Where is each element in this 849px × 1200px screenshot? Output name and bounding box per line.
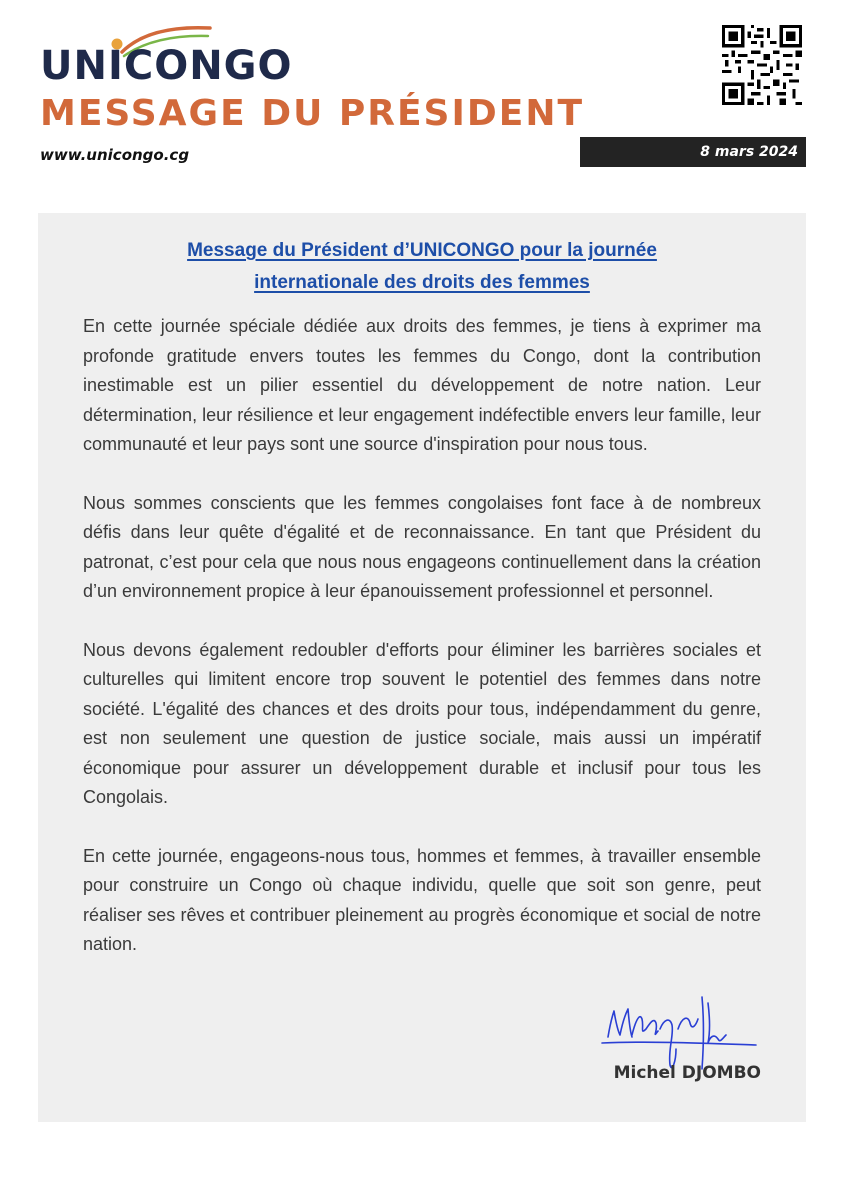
message-panel	[38, 213, 806, 1122]
logo-text: UNICONGO	[40, 43, 293, 89]
unicongo-logo	[40, 22, 320, 92]
website-link[interactable]: www.unicongo.cg	[40, 146, 190, 164]
paragraph: En cette journée, engageons-nous tous, hommes et femmes, à travailler ensemble pour construire un Congo où chaque individu, quelle que soit son genre, peut réaliser ses rêves et contribuer pleinement au progrès économique et social de notre nation.	[83, 845, 761, 954]
page-title: MESSAGE DU PRÉSIDENT	[40, 93, 585, 134]
date-text: 8 mars 2024	[700, 144, 798, 160]
paragraph: Nous sommes conscients que les femmes congolaises font face à de nombreux défis dans leur quête d'égalité et de reconnaissance. En tant que Président du patronat, c’est pour cela que nous nous engageons continuellement dans la création d’un environnement propice à leur épanouissement professionnel et personnel.	[83, 492, 761, 601]
qr-code-icon	[722, 25, 802, 105]
message-heading	[78, 235, 766, 299]
signer-name: Michel DJOMBO	[613, 1063, 761, 1083]
heading-line-1: Message du Président d’UNICONGO pour la journée	[187, 240, 657, 261]
paragraph: En cette journée spéciale dédiée aux droits des femmes, je tiens à exprimer ma profonde gratitude envers toutes les femmes du Congo, dont la contribution inestimable est un pilier essentiel du développement de notre nation. Leur détermination, leur résilience et leur engagement indéfectible envers leur famille, leur communauté et leur pays sont une source d'inspiration pour nous tous.	[83, 316, 761, 454]
heading-line-2: internationale des droits des femmes	[254, 272, 590, 293]
message-body	[83, 312, 761, 989]
date-banner	[580, 137, 806, 167]
paragraph: Nous devons également redoubler d'efforts pour éliminer les barrières sociales et culturelles qui limitent encore trop souvent le potentiel des femmes dans notre société. L'égalité des chances et des droits pour tous, indépendamment du genre, est non seulement une question de justice sociale, mais aussi un impératif économique pour assurer un développement durable et inclusif pour tous les Congolais.	[83, 639, 761, 807]
